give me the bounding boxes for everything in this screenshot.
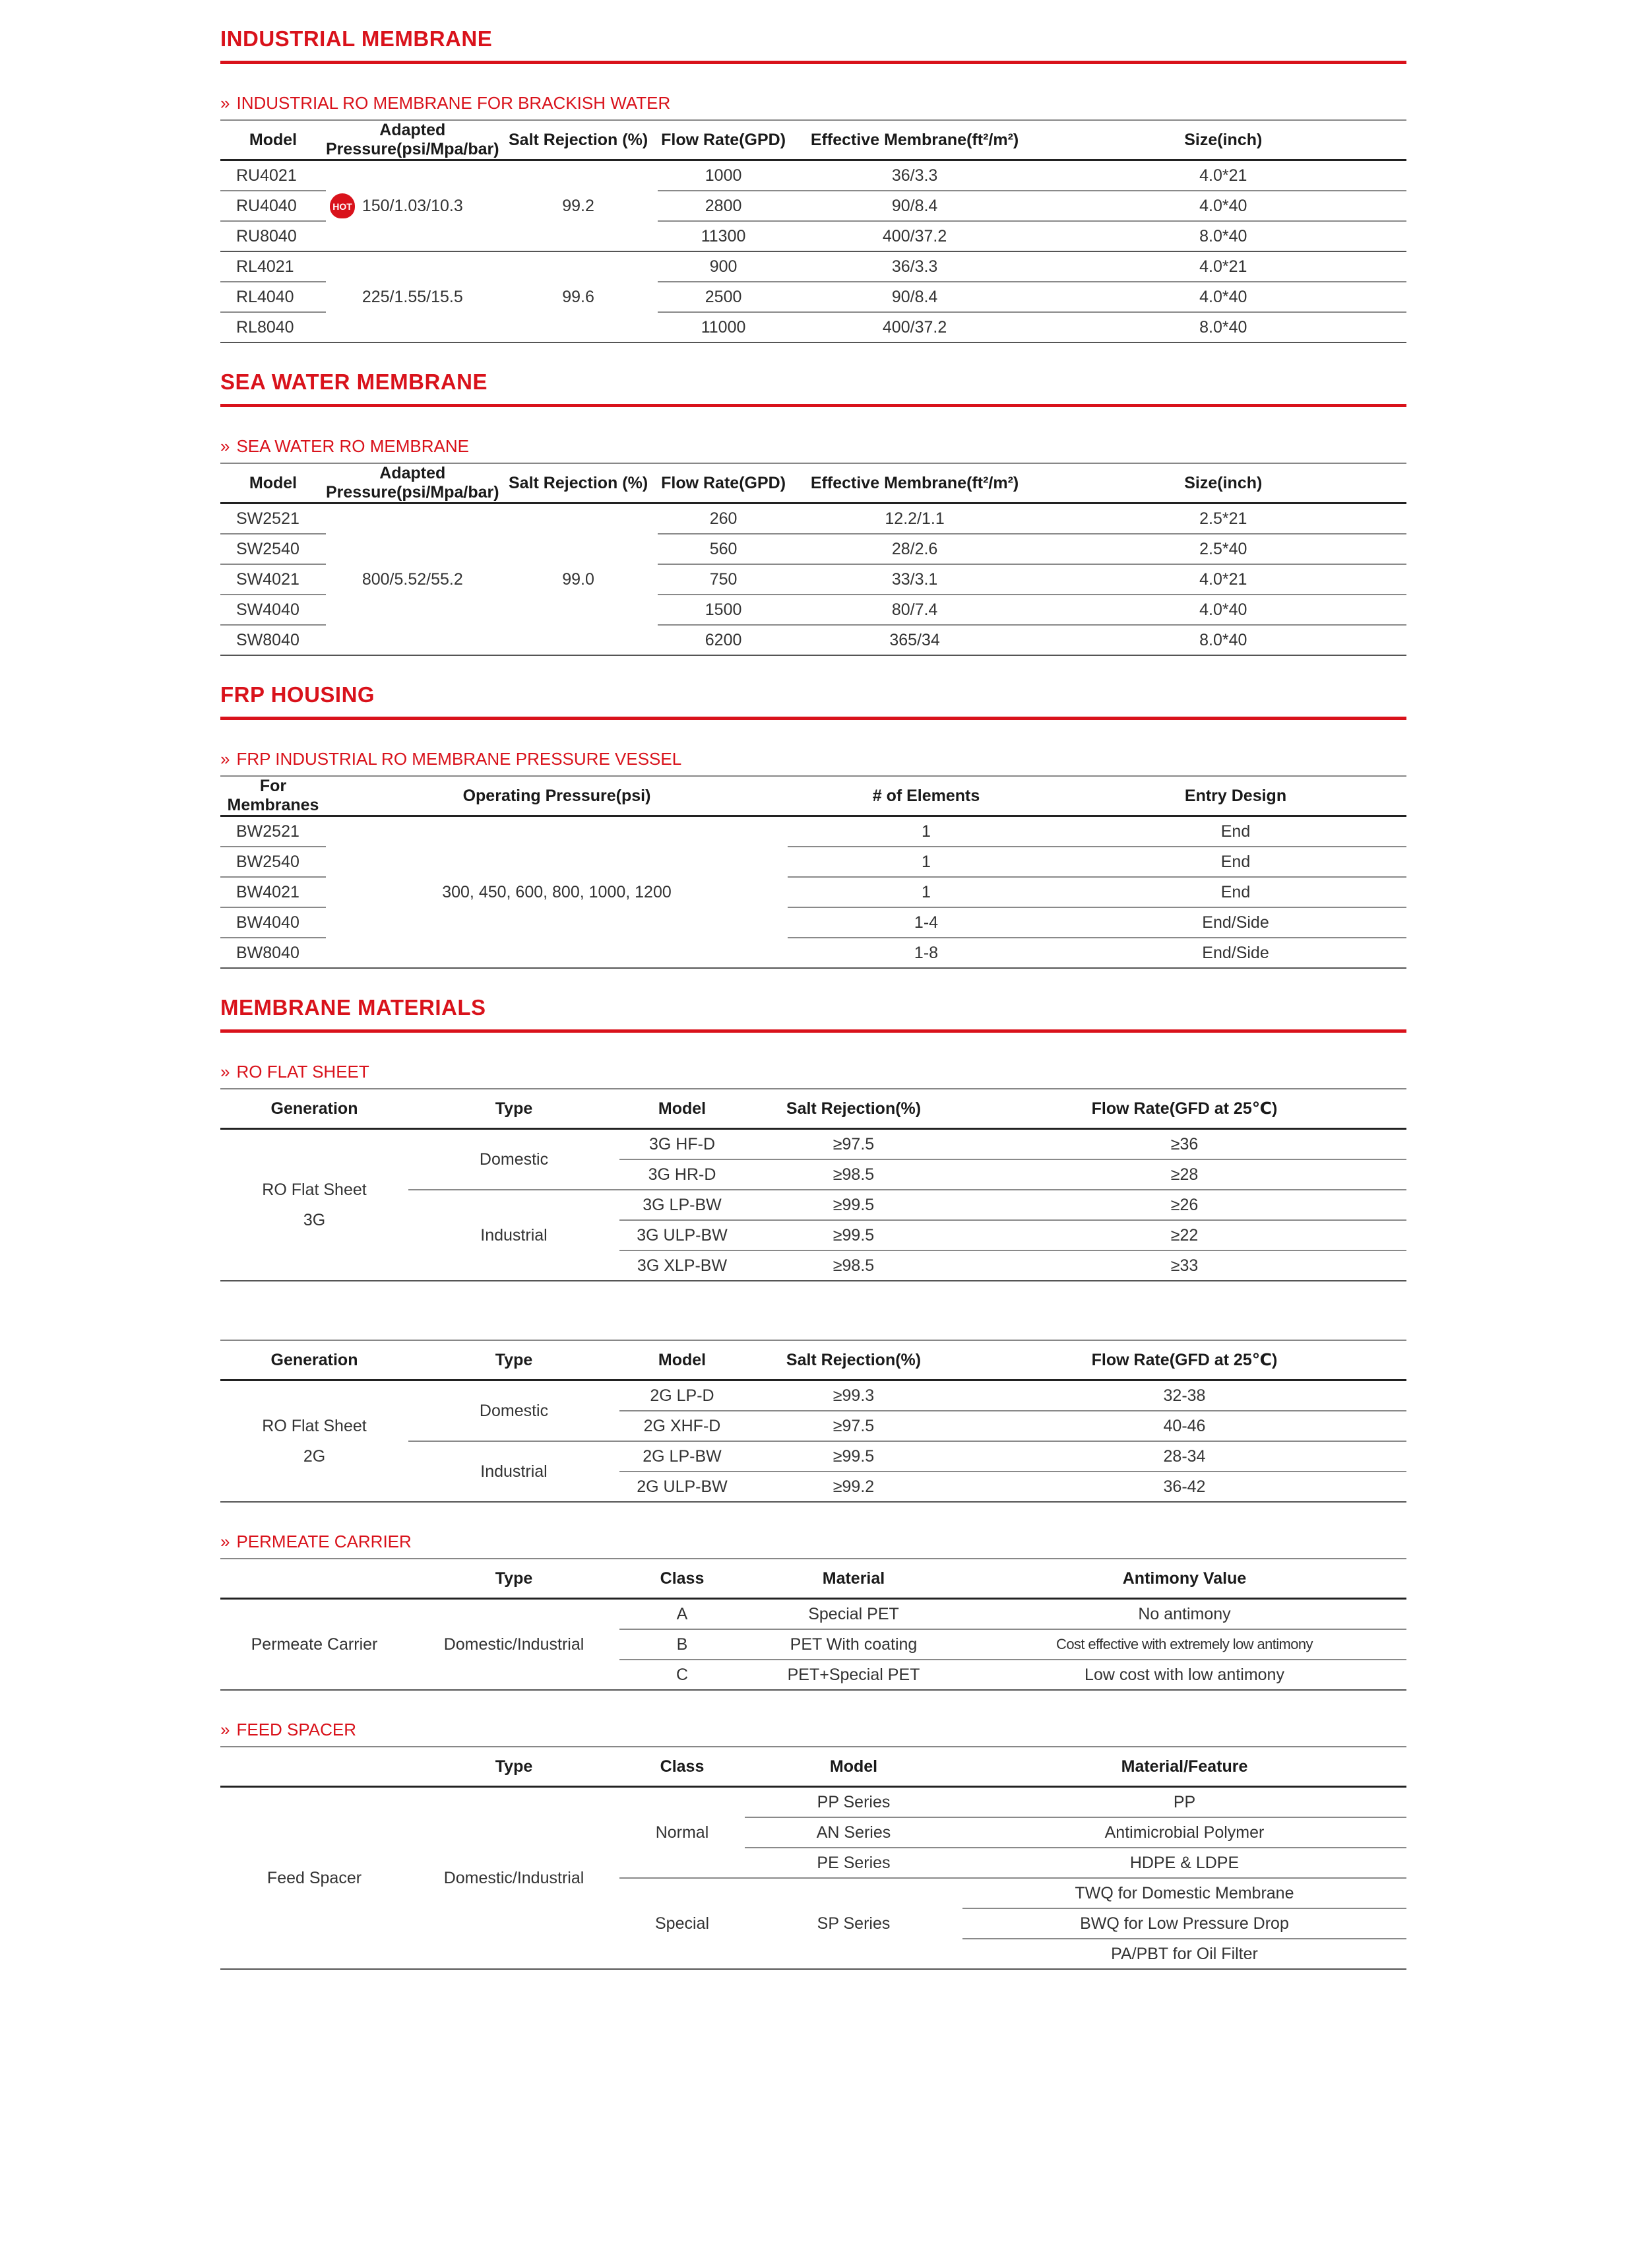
table-row [220,1380,1406,1411]
elements-cell: 1-8 [788,938,1065,968]
area-cell: 400/37.2 [790,221,1040,251]
rejection-cell: ≥98.5 [745,1250,962,1281]
rejection-cell: ≥99.2 [745,1472,962,1502]
model-cell: PE Series [745,1848,962,1878]
col-header: Flow Rate(GPD) [658,120,790,160]
model-cell: SW4040 [220,595,326,625]
model-cell: SP Series [745,1878,962,1969]
product-name-cell: Permeate Carrier [220,1599,408,1691]
table-row [220,503,1406,535]
col-header: Model [619,1089,745,1129]
model-cell: 3G LP-BW [619,1190,745,1220]
subsection-label: FEED SPACER [236,1720,357,1739]
sea-water-table [220,463,1406,656]
col-header: Adapted Pressure(psi/Mpa/bar) [326,463,499,503]
col-header: Salt Rejection (%) [499,120,658,160]
col-header: Flow Rate(GFD at 25℃) [962,1089,1406,1129]
generation-code: 2G [303,1447,326,1466]
flow-cell: ≥36 [962,1129,1406,1160]
model-cell: SW8040 [220,625,326,655]
col-header: Generation [220,1089,408,1129]
type-cell: Domestic [408,1129,619,1190]
table-row [220,251,1406,282]
col-header: Material [745,1559,962,1599]
entry-cell: End [1065,847,1406,877]
flow-cell: 1500 [658,595,790,625]
type-cell: Industrial [408,1190,619,1281]
antimony-cell: Low cost with low antimony [962,1660,1406,1690]
flow-cell: 2500 [658,282,790,312]
elements-cell: 1 [788,816,1065,847]
size-cell: 4.0*21 [1040,251,1406,282]
size-cell: 4.0*40 [1040,595,1406,625]
feed-spacer-table [220,1746,1406,1970]
hot-badge-icon: HOT [330,193,355,218]
rejection-cell: ≥99.5 [745,1190,962,1220]
chevron-right-icon: » [220,436,230,456]
flow-cell: ≥26 [962,1190,1406,1220]
subsection-label: FRP INDUSTRIAL RO MEMBRANE PRESSURE VESSEL [236,749,682,769]
section-divider [220,1029,1406,1033]
rejection-cell: ≥98.5 [745,1159,962,1190]
type-cell: Domestic/Industrial [408,1599,619,1691]
rejection-cell: 99.2 [499,160,658,252]
area-cell: 33/3.1 [790,564,1040,595]
feature-cell: BWQ for Low Pressure Drop [962,1908,1406,1939]
model-label: RU4040 [236,196,297,215]
type-cell: Domestic/Industrial [408,1787,619,1970]
area-cell: 36/3.3 [790,251,1040,282]
model-cell: SW4021 [220,564,326,595]
area-cell: 80/7.4 [790,595,1040,625]
entry-cell: End/Side [1065,938,1406,968]
model-cell: PP Series [745,1787,962,1818]
area-cell: 400/37.2 [790,312,1040,342]
section-divider [220,404,1406,407]
model-cell: 2G LP-BW [619,1441,745,1472]
col-header: Class [619,1559,745,1599]
entry-cell: End [1065,816,1406,847]
flow-cell: 560 [658,534,790,564]
model-cell: 3G XLP-BW [619,1250,745,1281]
col-header: Class [619,1747,745,1787]
flow-cell: 28-34 [962,1441,1406,1472]
elements-cell: 1 [788,847,1065,877]
model-cell: 2G LP-D [619,1380,745,1411]
flow-cell: 750 [658,564,790,595]
col-header: Salt Rejection (%) [499,463,658,503]
rejection-cell: ≥97.5 [745,1411,962,1441]
model-cell: SW2521 [220,503,326,535]
area-cell: 365/34 [790,625,1040,655]
elements-cell: 1 [788,877,1065,907]
class-cell: B [619,1629,745,1660]
subsection-title [220,1530,1406,1553]
chevron-right-icon: » [220,93,230,113]
flow-cell: 260 [658,503,790,535]
section-divider [220,61,1406,64]
subsection-title [220,1060,1406,1083]
rejection-cell: ≥97.5 [745,1129,962,1160]
col-header [220,1747,408,1787]
col-header: Generation [220,1340,408,1380]
rejection-cell: ≥99.5 [745,1220,962,1250]
chevron-right-icon: » [220,1532,230,1551]
col-header: Entry Design [1065,776,1406,816]
entry-cell: End/Side [1065,907,1406,938]
flow-cell: ≥33 [962,1250,1406,1281]
generation-label: RO Flat Sheet [262,1417,367,1435]
chevron-right-icon: » [220,749,230,769]
table-row [220,1599,1406,1630]
section-title-industrial-membrane: INDUSTRIAL MEMBRANE [220,26,493,51]
flow-cell: 11300 [658,221,790,251]
model-cell: 3G HF-D [619,1129,745,1160]
model-cell: RL4040 [220,282,326,312]
pressure-cell: 300, 450, 600, 800, 1000, 1200 [326,816,788,969]
size-cell: 4.0*21 [1040,564,1406,595]
subsection-label: SEA WATER RO MEMBRANE [236,436,469,456]
flat-sheet-2g-table [220,1340,1406,1503]
col-header: Type [408,1747,619,1787]
subsection-title [220,435,1406,457]
col-header: Flow Rate(GFD at 25℃) [962,1340,1406,1380]
model-cell: BW8040 [220,938,326,968]
table-row [220,1787,1406,1818]
permeate-carrier-table [220,1558,1406,1691]
rejection-cell: ≥99.5 [745,1441,962,1472]
model-cell: SW2540 [220,534,326,564]
entry-cell: End [1065,877,1406,907]
flow-cell: 32-38 [962,1380,1406,1411]
product-name-cell: Feed Spacer [220,1787,408,1970]
size-cell: 8.0*40 [1040,625,1406,655]
table-gap [220,1281,1406,1334]
pressure-cell: 150/1.03/10.3 [326,160,499,252]
flow-cell: 900 [658,251,790,282]
col-header: Operating Pressure(psi) [326,776,788,816]
section-divider [220,717,1406,720]
feature-cell: TWQ for Domestic Membrane [962,1878,1406,1908]
antimony-cell: No antimony [962,1599,1406,1630]
flow-cell: 6200 [658,625,790,655]
material-cell: PET With coating [745,1629,962,1660]
area-cell: 36/3.3 [790,160,1040,191]
model-cell: 3G ULP-BW [619,1220,745,1250]
col-header: Adapted Pressure(psi/Mpa/bar) [326,120,499,160]
col-header: Size(inch) [1040,120,1406,160]
pressure-cell: 800/5.52/55.2 [326,503,499,656]
flow-cell: 40-46 [962,1411,1406,1441]
rejection-cell: 99.0 [499,503,658,656]
col-header: Type [408,1089,619,1129]
col-header: Effective Membrane(ft²/m²) [790,120,1040,160]
subsection-label: INDUSTRIAL RO MEMBRANE FOR BRACKISH WATER [236,93,671,113]
material-cell: PET+Special PET [745,1660,962,1690]
size-cell: 2.5*40 [1040,534,1406,564]
class-cell: Special [619,1878,745,1969]
col-header: Type [408,1340,619,1380]
generation-label: RO Flat Sheet [262,1181,367,1199]
flow-cell: ≥28 [962,1159,1406,1190]
table-row [220,1129,1406,1160]
type-cell: Domestic [408,1380,619,1442]
flow-cell: 1000 [658,160,790,191]
col-header: Model [220,120,326,160]
model-cell: RU4021 [220,160,326,191]
pressure-cell: 225/1.55/15.5 [326,251,499,342]
model-cell: RU8040 [220,221,326,251]
col-header: Model [220,463,326,503]
generation-code: 3G [303,1211,326,1229]
col-header: Material/Feature [962,1747,1406,1787]
area-cell: 90/8.4 [790,282,1040,312]
flow-cell: 36-42 [962,1472,1406,1502]
subsection-label: PERMEATE CARRIER [236,1532,412,1551]
class-cell: A [619,1599,745,1630]
section-title-membrane-materials: MEMBRANE MATERIALS [220,995,486,1020]
size-cell: 4.0*40 [1040,191,1406,221]
subsection-title [220,1718,1406,1741]
feature-cell: PP [962,1787,1406,1818]
area-cell: 28/2.6 [790,534,1040,564]
col-header: Antimony Value [962,1559,1406,1599]
rejection-cell: 99.6 [499,251,658,342]
size-cell: 8.0*40 [1040,221,1406,251]
model-cell: 2G ULP-BW [619,1472,745,1502]
flow-cell: ≥22 [962,1220,1406,1250]
model-cell [220,191,352,221]
generation-cell [220,1380,408,1503]
subsection-title [220,748,1406,770]
model-cell: AN Series [745,1817,962,1848]
chevron-right-icon: » [220,1720,230,1739]
col-header: Flow Rate(GPD) [658,463,790,503]
rejection-cell: ≥99.3 [745,1380,962,1411]
model-cell: BW2540 [220,847,326,877]
antimony-cell: Cost effective with extremely low antimony [962,1629,1406,1660]
model-cell: RL4021 [220,251,326,282]
model-cell: BW4021 [220,877,326,907]
section-title-sea-water-membrane: SEA WATER MEMBRANE [220,370,488,394]
table-row [220,160,1406,191]
size-cell: 4.0*21 [1040,160,1406,191]
elements-cell: 1-4 [788,907,1065,938]
area-cell: 90/8.4 [790,191,1040,221]
col-header: Model [745,1747,962,1787]
area-cell: 12.2/1.1 [790,503,1040,535]
col-header: Effective Membrane(ft²/m²) [790,463,1040,503]
flat-sheet-3g-table [220,1088,1406,1281]
material-cell: Special PET [745,1599,962,1630]
frp-housing-table [220,775,1406,969]
size-cell: 4.0*40 [1040,282,1406,312]
size-cell: 8.0*40 [1040,312,1406,342]
generation-cell [220,1129,408,1281]
feature-cell: Antimicrobial Polymer [962,1817,1406,1848]
col-header: Type [408,1559,619,1599]
model-cell: BW4040 [220,907,326,938]
size-cell: 2.5*21 [1040,503,1406,535]
feature-cell: HDPE & LDPE [962,1848,1406,1878]
flow-cell: 11000 [658,312,790,342]
col-header [220,1559,408,1599]
col-header: Size(inch) [1040,463,1406,503]
subsection-title [220,92,1406,114]
subsection-label: RO FLAT SHEET [236,1062,369,1082]
type-cell: Industrial [408,1441,619,1502]
product-spec-page [220,0,1406,1970]
feature-cell: PA/PBT for Oil Filter [962,1939,1406,1969]
col-header: For Membranes [220,776,326,816]
brackish-water-table [220,119,1406,343]
model-cell: BW2521 [220,816,326,847]
model-cell: 3G HR-D [619,1159,745,1190]
chevron-right-icon: » [220,1062,230,1082]
class-cell: C [619,1660,745,1690]
section-title-frp-housing: FRP HOUSING [220,682,375,707]
table-row [220,816,1406,847]
col-header: Salt Rejection(%) [745,1340,962,1380]
col-header: # of Elements [788,776,1065,816]
flow-cell: 2800 [658,191,790,221]
model-cell: RL8040 [220,312,326,342]
col-header: Model [619,1340,745,1380]
col-header: Salt Rejection(%) [745,1089,962,1129]
class-cell: Normal [619,1787,745,1879]
model-cell: 2G XHF-D [619,1411,745,1441]
